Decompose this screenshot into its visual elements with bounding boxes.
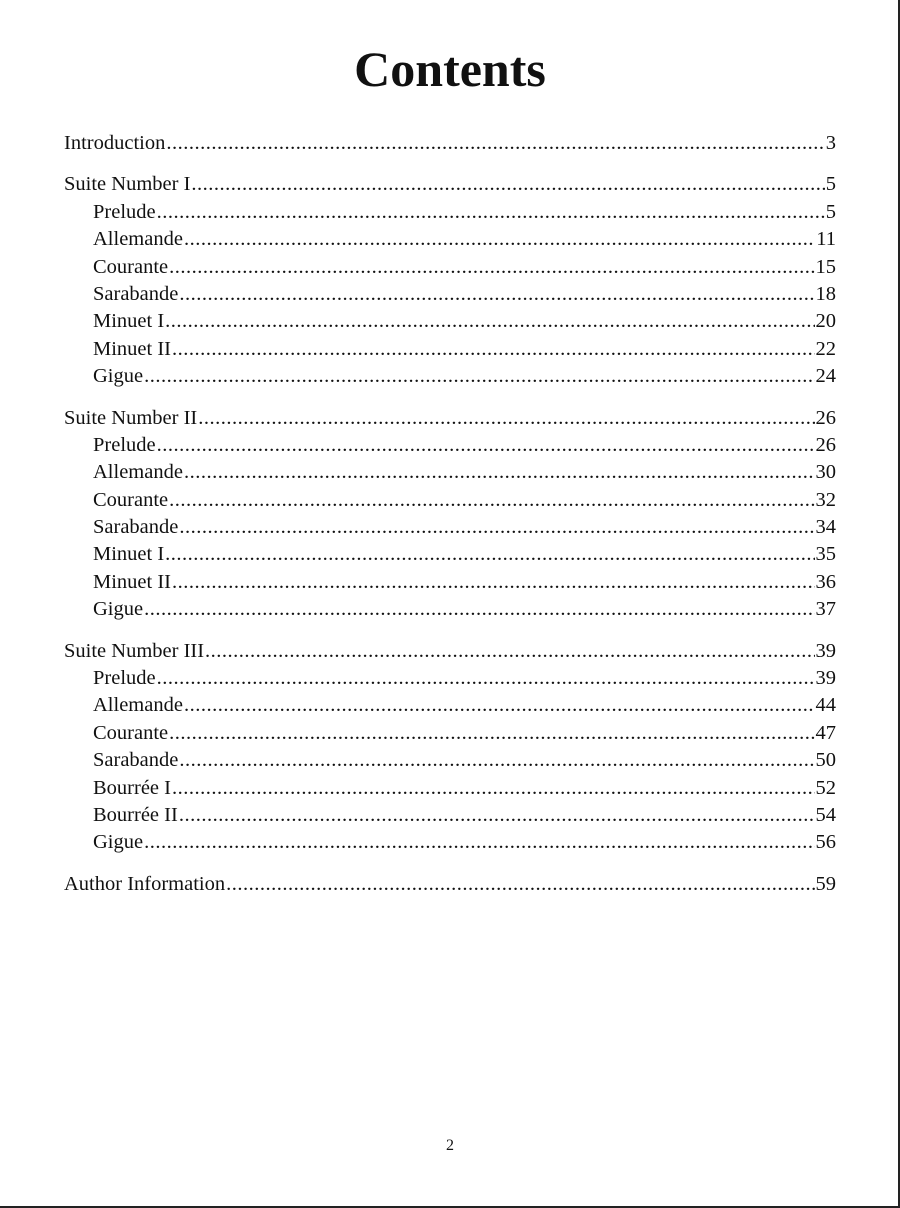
- toc-entry-label: Sarabande: [93, 282, 179, 305]
- toc-subentry[interactable]: [64, 596, 836, 623]
- toc-entry-page: 39: [815, 667, 836, 690]
- toc-entry-label: Allemande: [93, 461, 183, 484]
- toc-entry-label: Minuet II: [93, 570, 171, 593]
- dot-leader: [157, 665, 815, 692]
- toc-entry-page: 35: [815, 543, 836, 566]
- toc-subentry[interactable]: [64, 514, 836, 541]
- toc-entry-label: Courante: [93, 255, 169, 278]
- table-of-contents: [64, 130, 836, 912]
- toc-entry-page: 32: [815, 488, 836, 511]
- toc-entry-page: 36: [815, 570, 836, 593]
- toc-section: [64, 171, 836, 390]
- dot-leader: [184, 226, 815, 253]
- toc-entry-page: 20: [815, 310, 836, 333]
- toc-entry-page: 30: [815, 461, 836, 484]
- toc-entry-page: 34: [815, 516, 836, 539]
- toc-entry-page: 11: [816, 228, 836, 251]
- toc-entry-page: 56: [815, 831, 836, 854]
- toc-subentry[interactable]: [64, 254, 836, 281]
- toc-entry-page: 24: [815, 365, 836, 388]
- toc-subentry[interactable]: [64, 363, 836, 390]
- toc-entry-page: 15: [815, 255, 836, 278]
- toc-entry-label: Prelude: [93, 667, 156, 690]
- toc-entry-page: 39: [815, 639, 836, 662]
- dot-leader: [172, 775, 815, 802]
- toc-subentry[interactable]: [64, 432, 836, 459]
- dot-leader: [169, 487, 814, 514]
- toc-entry-page: 47: [815, 721, 836, 744]
- dot-leader: [165, 308, 814, 335]
- toc-entry-label: Gigue: [93, 598, 144, 621]
- toc-entry-label: Minuet II: [93, 337, 171, 360]
- toc-section: [64, 130, 836, 157]
- toc-subentry[interactable]: [64, 541, 836, 568]
- toc-entry[interactable]: [64, 405, 836, 432]
- toc-entry-label: Gigue: [93, 365, 144, 388]
- toc-entry[interactable]: [64, 130, 836, 157]
- toc-entry-page: 5: [825, 200, 836, 223]
- toc-entry-label: Bourrée I: [93, 776, 171, 799]
- toc-entry-label: Author Information: [64, 872, 226, 895]
- toc-entry-label: Sarabande: [93, 749, 179, 772]
- toc-entry-label: Minuet I: [93, 310, 165, 333]
- dot-leader: [166, 130, 824, 157]
- dot-leader: [165, 541, 814, 568]
- toc-subentry[interactable]: [64, 459, 836, 486]
- toc-section: [64, 405, 836, 624]
- page-title: Contents: [354, 41, 546, 97]
- page-number: 2: [446, 1137, 454, 1154]
- dot-leader: [179, 747, 814, 774]
- toc-entry-page: 26: [815, 433, 836, 456]
- toc-entry-label: Gigue: [93, 831, 144, 854]
- toc-entry-label: Allemande: [93, 228, 183, 251]
- toc-entry[interactable]: [64, 171, 836, 198]
- dot-leader: [179, 514, 814, 541]
- toc-entry-page: 18: [815, 282, 836, 305]
- dot-leader: [226, 871, 814, 898]
- toc-entry-label: Bourrée II: [93, 803, 178, 826]
- dot-leader: [184, 692, 815, 719]
- dot-leader: [184, 459, 815, 486]
- toc-entry-page: 37: [815, 598, 836, 621]
- toc-subentry[interactable]: [64, 308, 836, 335]
- toc-entry-label: Prelude: [93, 433, 156, 456]
- dot-leader: [144, 829, 814, 856]
- dot-leader: [144, 596, 814, 623]
- toc-subentry[interactable]: [64, 775, 836, 802]
- toc-entry-label: Allemande: [93, 694, 183, 717]
- toc-entry-label: Suite Number II: [64, 406, 198, 429]
- toc-subentry[interactable]: [64, 720, 836, 747]
- dot-leader: [157, 199, 825, 226]
- toc-subentry[interactable]: [64, 199, 836, 226]
- toc-entry-label: Courante: [93, 488, 169, 511]
- toc-entry-label: Minuet I: [93, 543, 165, 566]
- dot-leader: [157, 432, 815, 459]
- toc-section: [64, 871, 836, 898]
- toc-entry-label: Suite Number I: [64, 173, 191, 196]
- toc-entry-page: 50: [815, 749, 836, 772]
- toc-subentry[interactable]: [64, 665, 836, 692]
- dot-leader: [144, 363, 814, 390]
- dot-leader: [169, 254, 814, 281]
- toc-entry-page: 26: [815, 406, 836, 429]
- dot-leader: [172, 569, 815, 596]
- toc-section: [64, 638, 836, 857]
- dot-leader: [205, 638, 814, 665]
- toc-subentry[interactable]: [64, 281, 836, 308]
- toc-subentry[interactable]: [64, 569, 836, 596]
- toc-entry-label: Introduction: [64, 132, 166, 154]
- toc-subentry[interactable]: [64, 747, 836, 774]
- dot-leader: [172, 336, 815, 363]
- toc-entry[interactable]: [64, 638, 836, 665]
- toc-entry-label: Suite Number III: [64, 639, 205, 662]
- toc-entry-page: 3: [825, 132, 836, 154]
- toc-entry-label: Courante: [93, 721, 169, 744]
- toc-subentry[interactable]: [64, 692, 836, 719]
- toc-entry-page: 22: [815, 337, 836, 360]
- toc-entry-page: 54: [815, 803, 836, 826]
- dot-leader: [191, 171, 824, 198]
- toc-subentry[interactable]: [64, 226, 836, 253]
- toc-entry-label: Sarabande: [93, 516, 179, 539]
- dot-leader: [169, 720, 814, 747]
- dot-leader: [179, 281, 814, 308]
- toc-subentry[interactable]: [64, 802, 836, 829]
- dot-leader: [198, 405, 814, 432]
- toc-subentry[interactable]: [64, 829, 836, 856]
- toc-entry-page: 44: [815, 694, 836, 717]
- dot-leader: [179, 802, 815, 829]
- toc-subentry[interactable]: [64, 487, 836, 514]
- toc-entry[interactable]: [64, 871, 836, 898]
- toc-entry-page: 52: [815, 776, 836, 799]
- toc-entry-label: Prelude: [93, 200, 156, 223]
- toc-subentry[interactable]: [64, 336, 836, 363]
- toc-entry-page: 59: [815, 872, 836, 895]
- toc-entry-page: 5: [825, 173, 836, 196]
